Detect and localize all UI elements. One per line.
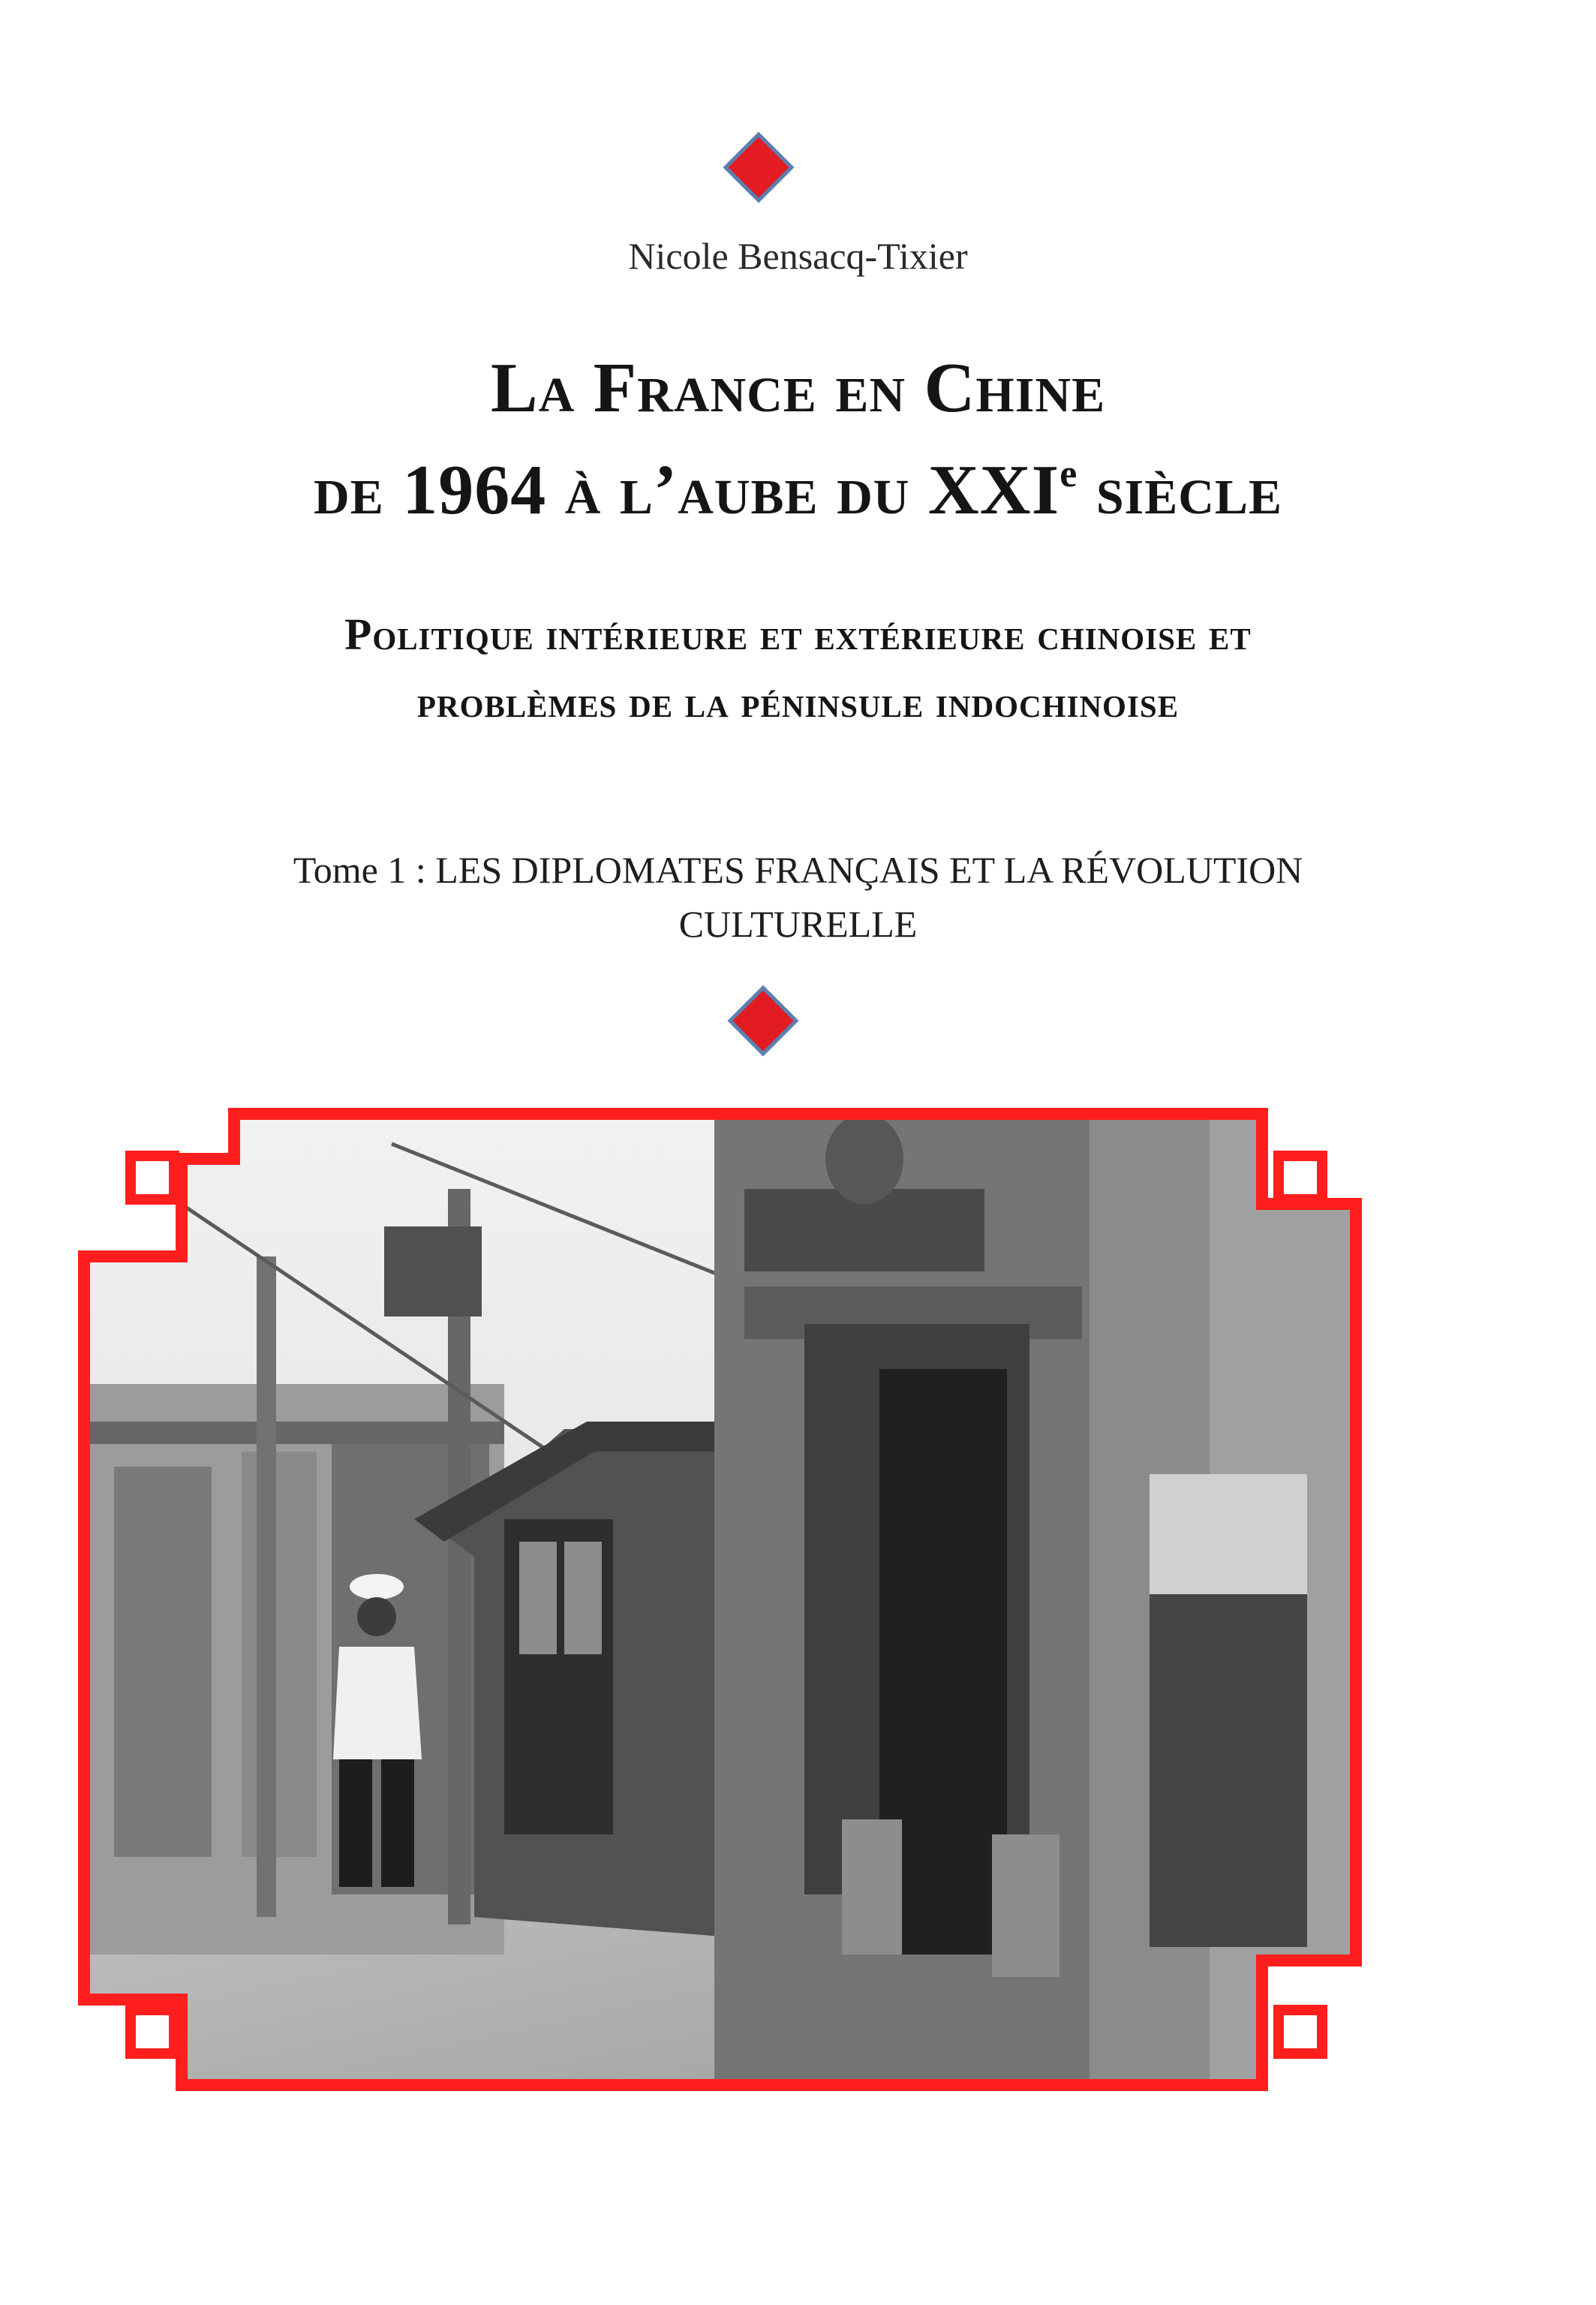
title-line-2 [0, 451, 1596, 529]
title-line-2-main: de 1964 à l’aube du XXI [314, 451, 1060, 529]
volume-number: Tome 1 : [293, 849, 436, 891]
top-diamond-icon [723, 131, 795, 203]
bottom-diamond-icon [727, 985, 799, 1057]
volume-title-part2: CULTURELLE [678, 903, 918, 945]
cover-photo-frame [69, 1099, 1409, 2114]
volume-title-part1: LES DIPLOMATES FRANÇAIS ET LA RÉVOLUTION [435, 849, 1303, 891]
author-name: Nicole Bensacq-Tixier [628, 235, 968, 277]
volume-line-1 [0, 851, 1596, 889]
title-line-2-end: siècle [1078, 451, 1282, 529]
street-photo [69, 1099, 1409, 2114]
subtitle-line-2: problèmes de la péninsule indochinoise [416, 677, 1180, 727]
title-line-1: La France en Chine [490, 349, 1106, 427]
title-century-superscript: e [1059, 453, 1078, 495]
volume-line-2 [0, 905, 1596, 943]
subtitle-line-1: Politique intérieure et extérieure chinoise et [344, 609, 1252, 659]
